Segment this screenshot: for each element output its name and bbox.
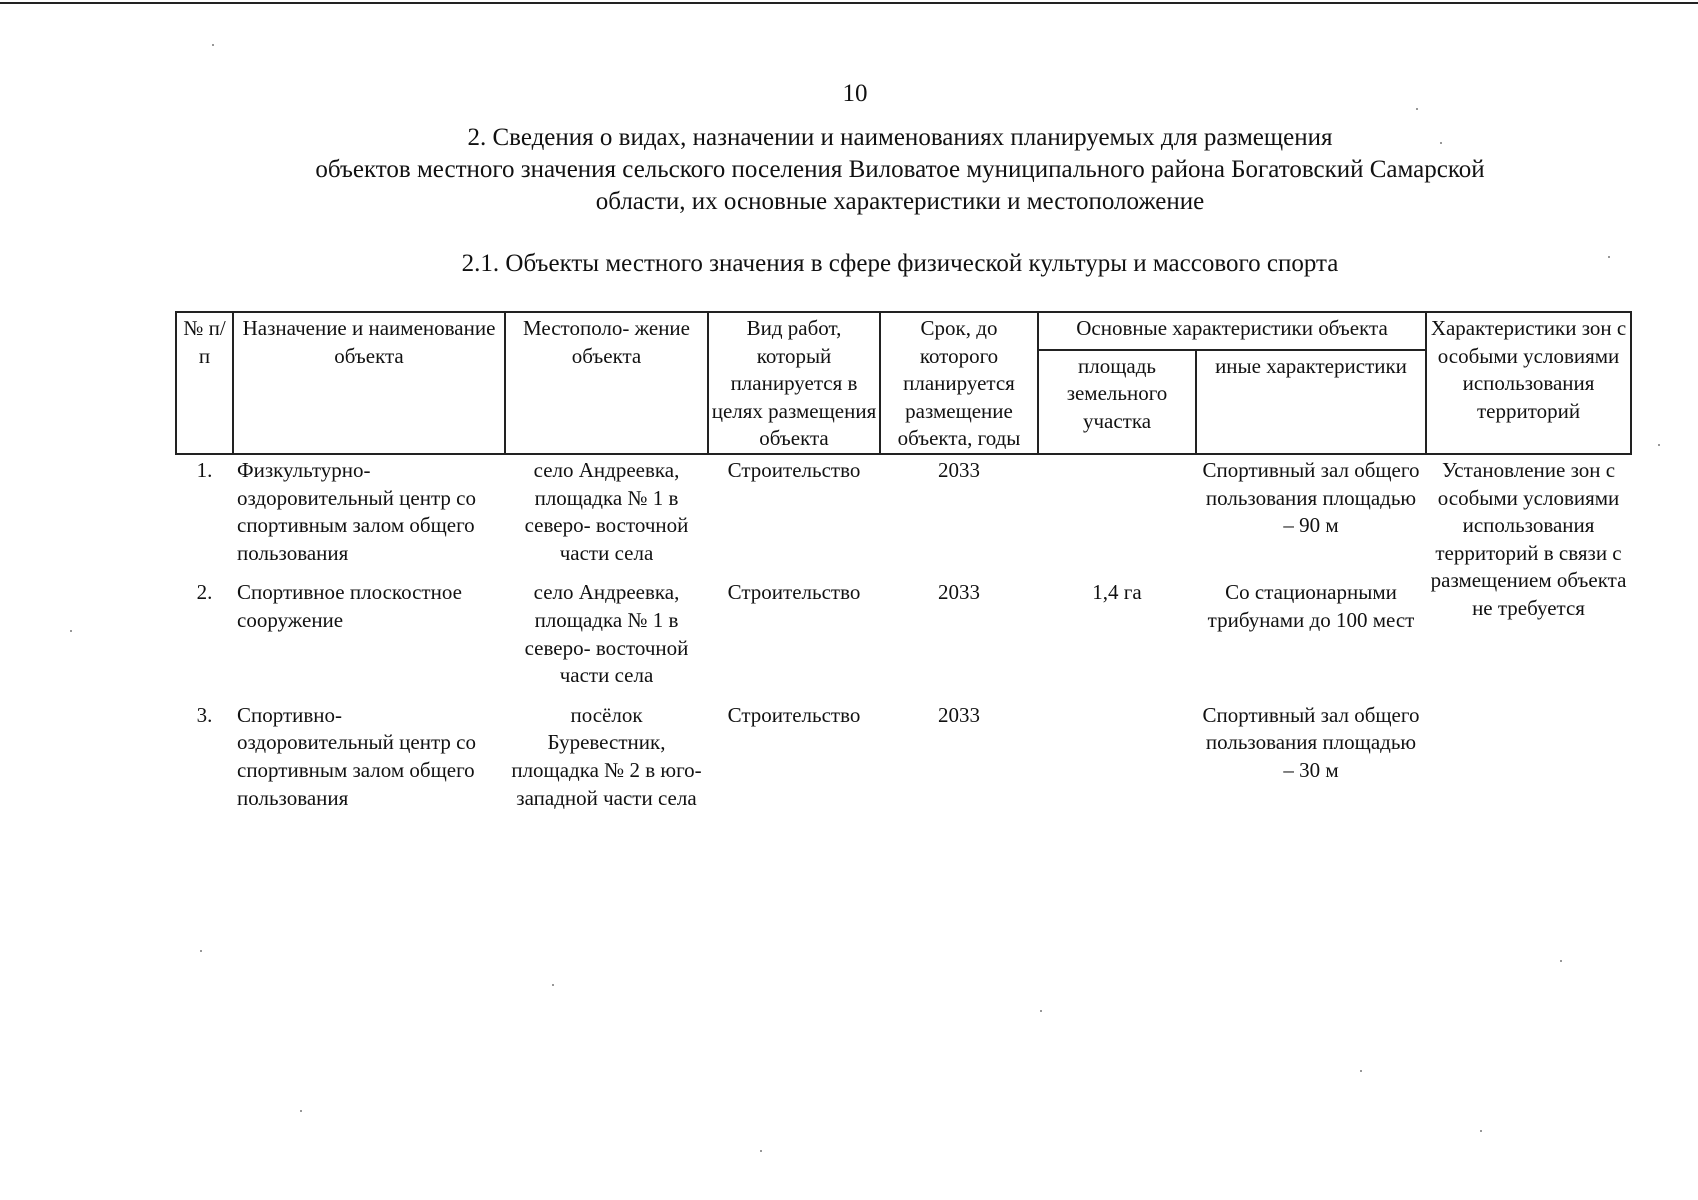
row-other: Спортивный зал общего пользования площадью – 90 м — [1202, 457, 1420, 538]
scan-speck — [200, 950, 202, 952]
header-num: № п/п — [176, 312, 233, 454]
scan-speck — [1416, 108, 1418, 110]
row-num: 3. — [196, 702, 213, 727]
scan-speck — [760, 1150, 762, 1152]
scan-speck — [70, 630, 72, 632]
header-name: Назначение и наименование объекта — [233, 312, 505, 454]
objects-table — [175, 311, 1632, 822]
scan-speck — [1440, 142, 1442, 144]
row-zones: Установление зон с особыми условиями использования территорий в связи с размещением объекта не требуется — [1430, 457, 1627, 620]
row-other: Со стационарными трибунами до 100 мест — [1207, 580, 1415, 632]
scan-speck — [1480, 1130, 1482, 1132]
row-term: 2033 — [938, 702, 980, 727]
row-name: Спортивно- оздоровительный центр со спортивным залом общего пользования — [237, 702, 476, 810]
row-term: 2033 — [938, 580, 980, 605]
row-name: Физкультурно- оздоровительный центр со спортивным залом общего пользования — [237, 457, 476, 565]
section-heading-line-1: 2. Сведения о видах, назначении и наименованиях планируемых для размещения — [467, 124, 1333, 151]
header-location: Местополо- жение объекта — [505, 312, 708, 454]
subsection-heading: 2.1. Объекты местного значения в сфере физической культуры и массового спорта — [461, 250, 1339, 277]
header-zones: Характеристики зон с особыми условиями использования территорий — [1426, 312, 1631, 454]
row-location: посёлок Буревестник, площадка № 2 в юго-западной части села — [511, 702, 702, 810]
header-area: площадь земельного участка — [1038, 350, 1196, 454]
row-location: село Андреевка, площадка № 1 в северо- восточной части села — [524, 457, 689, 565]
row-term: 2033 — [938, 457, 980, 482]
row-num: 2. — [196, 580, 213, 605]
row-name: Спортивное плоскостное сооружение — [237, 580, 462, 632]
row-area — [1038, 700, 1196, 822]
page-top-rule — [0, 2, 1698, 4]
scan-speck — [552, 984, 554, 986]
scan-speck — [1658, 444, 1660, 446]
table-row — [176, 454, 1631, 577]
row-area — [1038, 454, 1196, 577]
table-row — [176, 577, 1631, 699]
scan-speck — [1360, 1070, 1362, 1072]
header-work: Вид работ, который планируется в целях размещения объекта — [708, 312, 880, 454]
section-heading-line-2: объектов местного значения сельского поселения Виловатое муниципального района Богатовский Самарской — [315, 156, 1485, 183]
header-main-characteristics: Основные характеристики объекта — [1038, 312, 1426, 350]
row-work: Строительство — [727, 580, 861, 605]
header-term: Срок, до которого планируется размещение объекта, годы — [880, 312, 1038, 454]
header-other: иные характеристики — [1196, 350, 1426, 454]
scan-speck — [1560, 960, 1562, 962]
scan-speck — [300, 1110, 302, 1112]
row-other: Спортивный зал общего пользования площадью – 30 м — [1202, 702, 1420, 782]
row-location: село Андреевка, площадка № 1 в северо- восточной части села — [524, 580, 689, 688]
row-area: 1,4 га — [1092, 580, 1142, 605]
row-num: 1. — [196, 457, 213, 482]
row-work: Строительство — [727, 457, 861, 482]
section-heading — [200, 122, 1600, 218]
page-number: 10 — [842, 80, 868, 107]
table-row — [176, 700, 1631, 822]
scan-speck — [1040, 1010, 1042, 1012]
scan-speck — [212, 44, 214, 46]
table-header-row — [176, 312, 1631, 350]
scan-speck — [1608, 256, 1610, 258]
row-work: Строительство — [727, 702, 861, 727]
section-heading-line-3: области, их основные характеристики и местоположение — [595, 188, 1205, 215]
